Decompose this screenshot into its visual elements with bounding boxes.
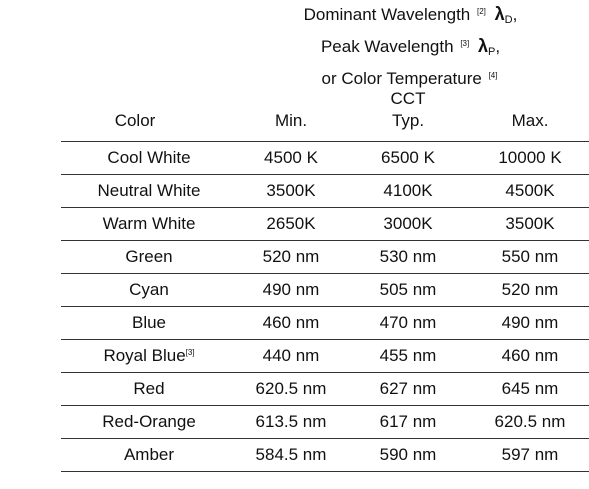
- cell-color: [61, 346, 237, 366]
- cell-color: [61, 280, 237, 300]
- header-line2-suffix: ,: [495, 37, 501, 56]
- cell-max: 620.5 nm: [494, 412, 566, 431]
- cell-color: [61, 214, 237, 234]
- lambda-p-symbol: [478, 36, 495, 56]
- lambda-p-glyph: λ: [477, 36, 488, 56]
- cell-color: [61, 148, 237, 168]
- cell-typ: 6500 K: [381, 148, 435, 167]
- color-name: Neutral White: [97, 181, 201, 200]
- cell-min: 613.5 nm: [255, 412, 327, 431]
- cell-typ: 505 nm: [379, 280, 437, 299]
- column-header-color: Color: [114, 111, 156, 130]
- cell-max: 550 nm: [501, 247, 559, 266]
- table-row: [61, 339, 589, 372]
- cell-typ: 530 nm: [379, 247, 437, 266]
- column-header-min: Min.: [274, 111, 308, 130]
- table-row: [61, 405, 589, 438]
- cell-typ: 627 nm: [379, 379, 437, 398]
- table-row: [61, 438, 589, 472]
- cell-min: 490 nm: [262, 280, 320, 299]
- cell-typ: 455 nm: [379, 346, 437, 365]
- cell-min: 3500K: [266, 181, 316, 200]
- cell-typ: 3000K: [383, 214, 433, 233]
- cell-color: [61, 412, 237, 432]
- header-line3-ref: [4]: [488, 71, 498, 80]
- table-row: [61, 306, 589, 339]
- color-name: Blue: [131, 313, 167, 332]
- cell-color: [61, 379, 237, 399]
- color-name: Cyan: [129, 280, 169, 299]
- cell-min: 520 nm: [262, 247, 320, 266]
- cell-min: 620.5 nm: [255, 379, 327, 398]
- header-line2-text: Peak Wavelength: [320, 37, 454, 56]
- lambda-d-glyph: λ: [494, 4, 505, 24]
- color-name: Red-Orange: [102, 412, 196, 431]
- header-line-dominant-wavelength: [232, 0, 589, 32]
- color-wavelength-table: [61, 141, 589, 472]
- cell-max: 520 nm: [501, 280, 559, 299]
- cell-max: 10000 K: [498, 148, 562, 167]
- color-name: Green: [125, 247, 173, 266]
- cell-color: [61, 313, 237, 333]
- column-header-typ: Typ.: [391, 111, 425, 130]
- header-line1-text: Dominant Wavelength: [303, 5, 471, 24]
- lambda-d-symbol: [495, 4, 513, 24]
- color-name: Cool White: [107, 148, 191, 167]
- cell-min: 584.5 nm: [255, 445, 327, 464]
- cct-label: CCT: [390, 89, 426, 108]
- cell-max: 597 nm: [501, 445, 559, 464]
- cell-color: [61, 445, 237, 465]
- cell-typ: 4100K: [383, 181, 433, 200]
- wavelength-header: [232, 0, 589, 90]
- header-line1-suffix: ,: [512, 5, 518, 24]
- lambda-p-subscript: P: [487, 46, 496, 58]
- header-line3-text: or Color Temperature: [321, 69, 482, 88]
- cell-min: 460 nm: [262, 313, 320, 332]
- column-header-max: Max.: [511, 111, 549, 130]
- cell-typ: 617 nm: [379, 412, 437, 431]
- cell-typ: 590 nm: [379, 445, 437, 464]
- cell-max: 460 nm: [501, 346, 559, 365]
- cell-color: [61, 247, 237, 267]
- cell-max: 490 nm: [501, 313, 559, 332]
- cell-min: 4500 K: [264, 148, 318, 167]
- color-name: Warm White: [102, 214, 196, 233]
- table-row: [61, 372, 589, 405]
- table-row: [61, 174, 589, 207]
- cell-min: 2650K: [266, 214, 316, 233]
- header-line2-ref: [3]: [460, 39, 470, 48]
- color-name: Red: [133, 379, 165, 398]
- color-footnote-ref: [3]: [185, 348, 195, 357]
- header-line1-ref: [2]: [477, 7, 486, 16]
- cell-max: 4500K: [505, 181, 555, 200]
- color-name: Amber: [123, 445, 175, 464]
- cell-max: 3500K: [505, 214, 555, 233]
- table-row: [61, 240, 589, 273]
- table-row: [61, 141, 589, 174]
- cell-typ: 470 nm: [379, 313, 437, 332]
- lambda-d-subscript: D: [504, 14, 513, 26]
- color-name: Royal Blue: [103, 346, 186, 365]
- header-line-peak-wavelength: [232, 32, 589, 64]
- cell-min: 440 nm: [262, 346, 320, 365]
- table-row: [61, 207, 589, 240]
- cell-max: 645 nm: [501, 379, 559, 398]
- table-row: [61, 273, 589, 306]
- cell-color: [61, 181, 237, 201]
